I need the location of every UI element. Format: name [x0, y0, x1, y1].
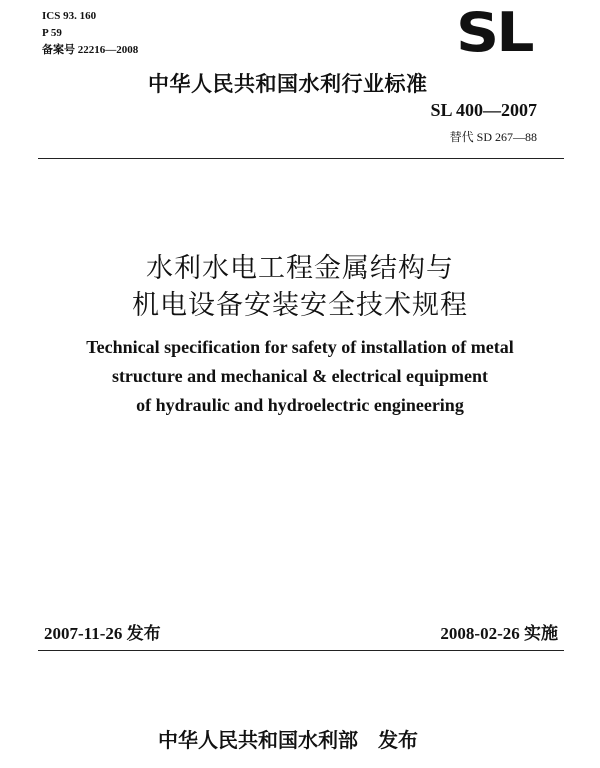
title-en-line-2: structure and mechanical & electrical equipment	[111, 366, 489, 386]
ics-code: ICS 93. 160	[42, 10, 97, 22]
sl-logo: SL	[456, 1, 532, 65]
issue-date-label: 发布	[126, 624, 161, 644]
top-divider	[38, 158, 564, 159]
bottom-divider	[38, 650, 564, 651]
issue-date	[44, 619, 161, 644]
p-code: P 59	[42, 27, 62, 39]
industry-standard-title: 中华人民共和国水利行业标准	[148, 72, 428, 96]
title-en-line-1: Technical specification for safety of installation of metal	[86, 337, 514, 357]
filing-number: 备案号 22216—2008	[42, 44, 139, 56]
title-en-line-3: of hydraulic and hydroelectric engineering	[136, 395, 464, 415]
effective-date	[440, 619, 558, 644]
title-cn-line-1: 水利水电工程金属结构与	[146, 253, 454, 284]
standard-number: SL 400—2007	[430, 100, 537, 120]
replaces-standard: 替代 SD 267—88	[449, 130, 537, 144]
effective-date-value: 2008-02-26	[440, 624, 520, 643]
issue-date-value: 2007-11-26	[44, 624, 123, 643]
title-cn-line-2: 机电设备安装安全技术规程	[132, 290, 468, 321]
effective-date-label: 实施	[524, 624, 558, 644]
issuing-authority: 中华人民共和国水利部 发布	[158, 728, 418, 752]
